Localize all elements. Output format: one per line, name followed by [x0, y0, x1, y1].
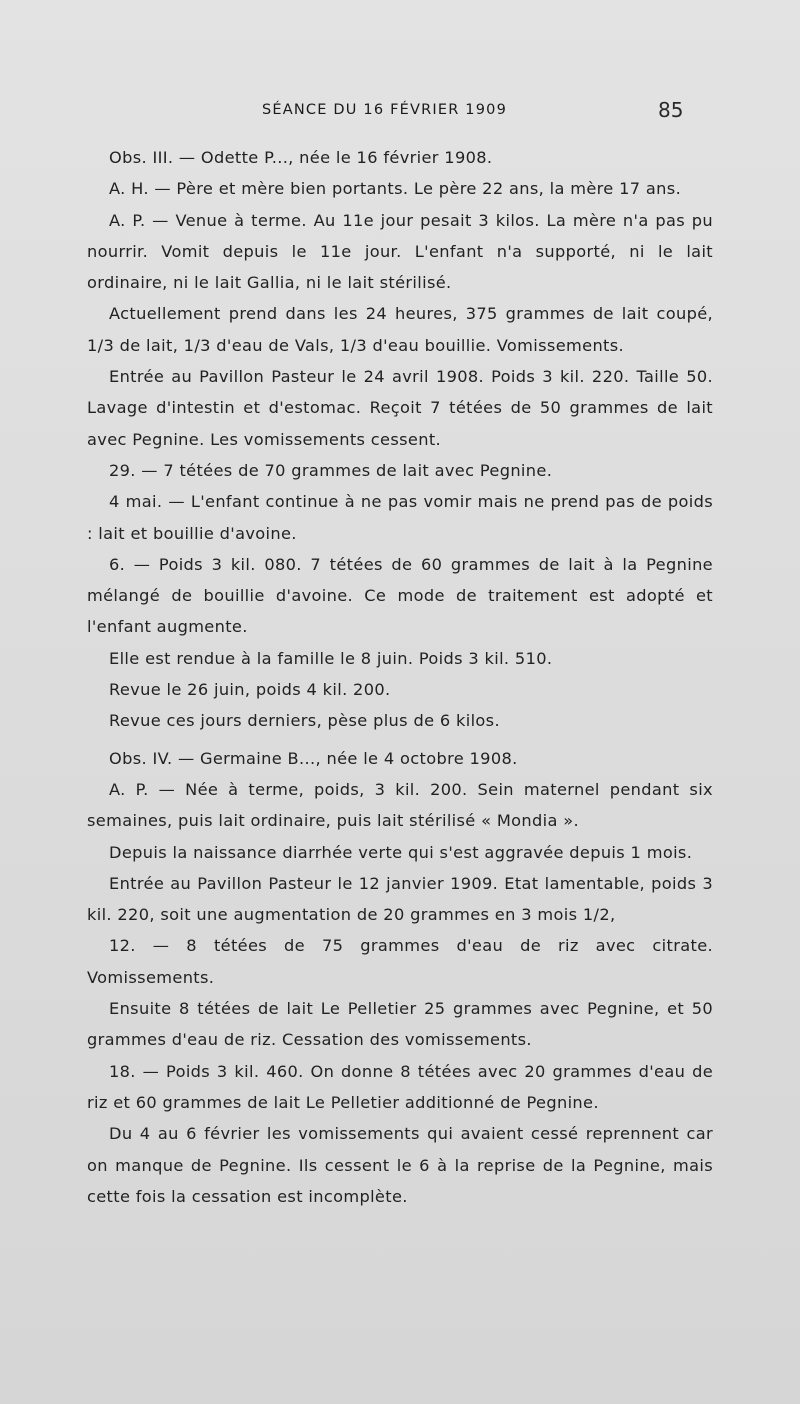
paragraph: Actuellement prend dans les 24 heures, 375 grammes de lait coupé, 1/3 de lait, 1/3 d'eau de Vals, 1/3 d'eau bouillie. Vomissements.	[87, 304, 713, 355]
obs-3-heading: Obs. III. — Odette P..., née le 16 février 1908.	[109, 148, 493, 167]
paragraph: Ensuite 8 tétées de lait Le Pelletier 25 grammes avec Pegnine, et 50 grammes d'eau de riz. Cessation des vomissements.	[87, 999, 713, 1050]
paragraph: Entrée au Pavillon Pasteur le 24 avril 1908. Poids 3 kil. 220. Taille 50. Lavage d'intestin et d'estomac. Reçoit 7 tétées de 50 grammes de lait avec Pegnine. Les vomissements cessent.	[87, 367, 713, 449]
paragraph: 18. — Poids 3 kil. 460. On donne 8 tétées avec 20 grammes d'eau de riz et 60 grammes de lait Le Pelletier additionné de Pegnine.	[87, 1061, 713, 1112]
paragraph: A. H. — Père et mère bien portants. Le père 22 ans, la mère 17 ans.	[109, 179, 682, 199]
paragraph: A. P. — Venue à terme. Au 11e jour pesait 3 kilos. La mère n'a pas pu nourrir. Vomit depuis le 11e jour. L'enfant n'a supporté, ni le lait ordinaire, ni le lait Gallia, ni le lait stérilisé.	[87, 210, 713, 293]
paragraph: 6. — Poids 3 kil. 080. 7 tétées de 60 grammes de lait à la Pegnine mélangé de bouillie d'avoine. Ce mode de traitement est adopté et l'enfant augmente.	[87, 554, 713, 637]
paragraph: 29. — 7 tétées de 70 grammes de lait avec Pegnine.	[109, 460, 553, 480]
running-title: SÉANCE DU 16 FÉVRIER 1909	[262, 102, 507, 118]
paragraph: Revue le 26 juin, poids 4 kil. 200.	[109, 680, 391, 700]
paragraph: Revue ces jours derniers, pèse plus de 6 kilos.	[109, 711, 500, 731]
paragraph: Du 4 au 6 février les vomissements qui avaient cessé reprennent car on manque de Pegnine. Ils cessent le 6 à la reprise de la Pegnine, mais cette fois la cessation est incomplète.	[87, 1124, 713, 1206]
paragraph: Depuis la naissance diarrhée verte qui s'est aggravée depuis 1 mois.	[109, 842, 693, 862]
paragraph: 4 mai. — L'enfant continue à ne pas vomir mais ne prend pas de poids : lait et bouillie d'avoine.	[87, 492, 713, 543]
page-number: 85	[658, 98, 684, 122]
obs-4-heading: Obs. IV. — Germaine B..., née le 4 octobre 1908.	[109, 748, 518, 768]
page-header	[0, 98, 800, 128]
paragraph: Elle est rendue à la famille le 8 juin. Poids 3 kil. 510.	[109, 648, 553, 668]
paragraph: A. P. — Née à terme, poids, 3 kil. 200. Sein maternel pendant six semaines, puis lait ordinaire, puis lait stérilisé « Mondia ».	[87, 779, 713, 831]
paragraph: Entrée au Pavillon Pasteur le 12 janvier 1909. Etat lamentable, poids 3 kil. 220, soit une augmentation de 20 grammes en 3 mois 1/2,	[87, 873, 713, 925]
body-text	[87, 142, 713, 1212]
paragraph: 12. — 8 tétées de 75 grammes d'eau de riz avec citrate. Vomissements.	[87, 936, 713, 987]
